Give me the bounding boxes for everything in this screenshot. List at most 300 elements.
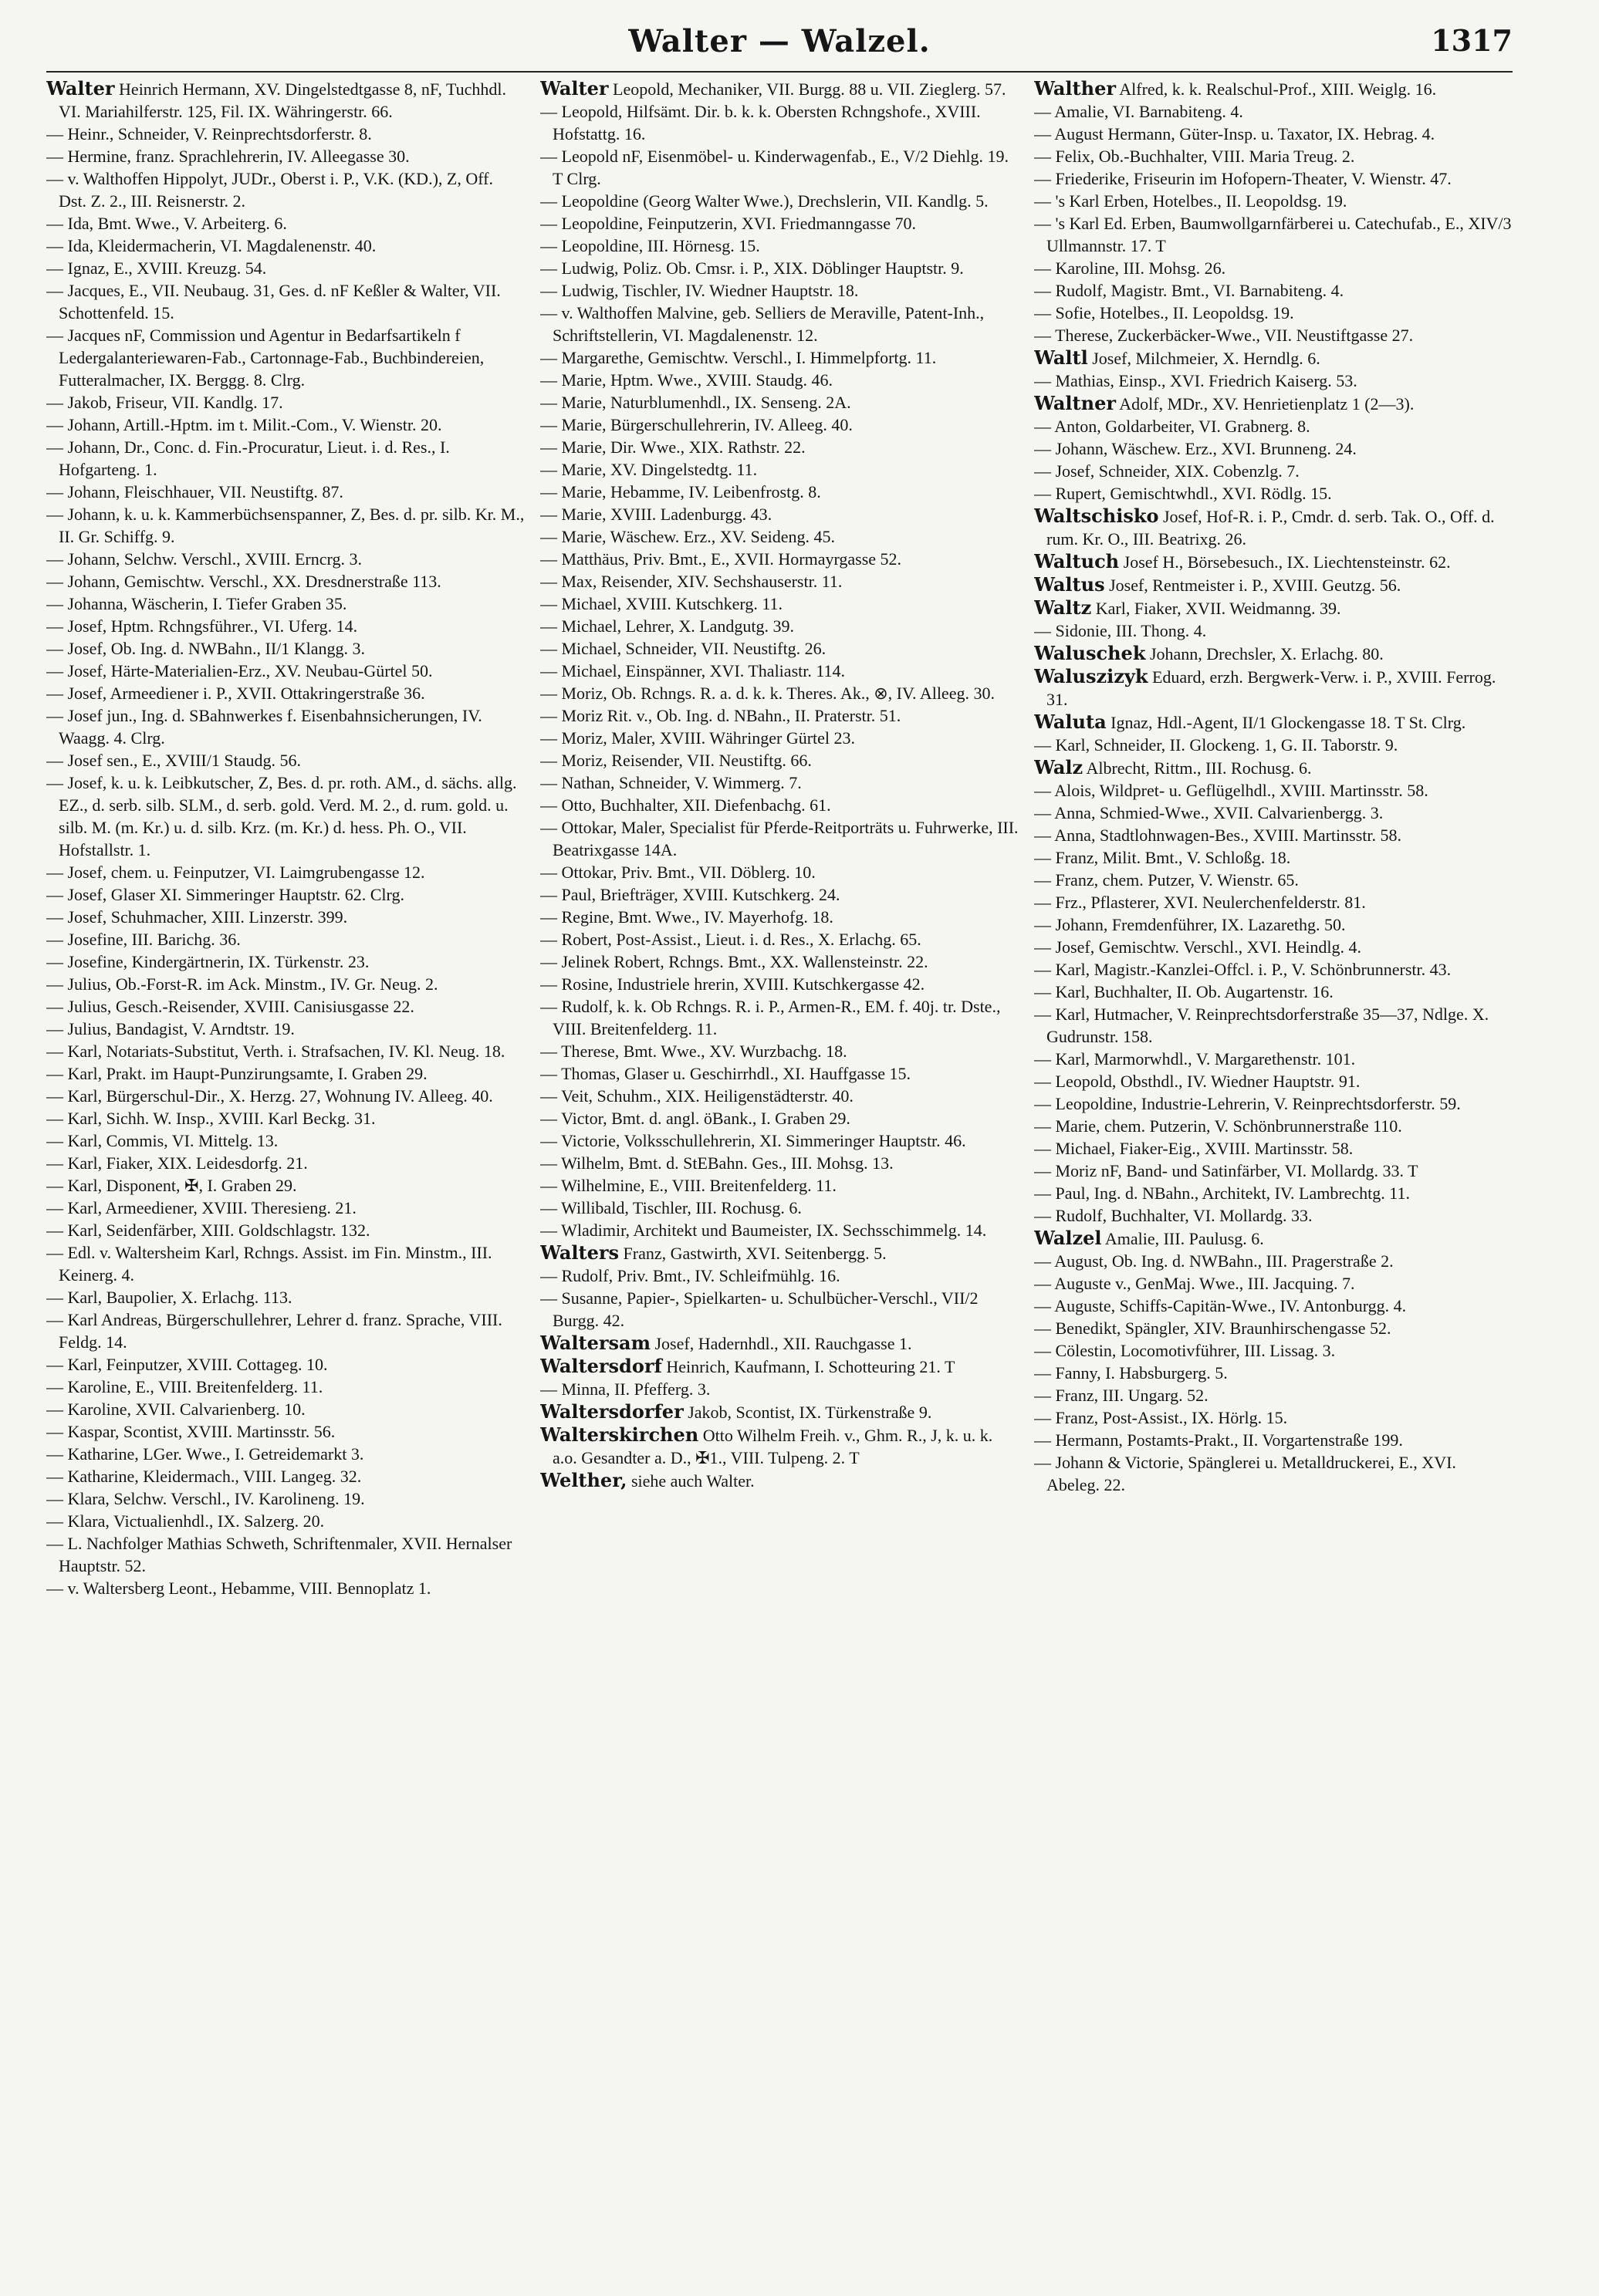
surname-heading: Walther bbox=[1034, 77, 1116, 100]
directory-entry bbox=[1034, 123, 1513, 145]
directory-entry bbox=[1034, 596, 1513, 620]
entry-text: — v. Walthoffen Malvine, geb. Selliers de Meraville, Patent-Inh., Schriftstellerin, VI. Magdalenenstr. 12. bbox=[540, 303, 985, 345]
surname-heading: Waltersdorf bbox=[540, 1355, 662, 1377]
entry-text: — Johann, k. u. k. Kammerbüchsenspanner, Z, Bes. d. pr. silb. Kr. M., II. Gr. Schiffg. 9. bbox=[46, 505, 525, 546]
directory-entry bbox=[540, 615, 1019, 637]
column-2 bbox=[540, 77, 1019, 2284]
surname-heading: Waltz bbox=[1034, 596, 1092, 619]
page-title: Walter — Walzel. bbox=[628, 23, 931, 59]
directory-entry bbox=[1034, 756, 1513, 779]
directory-entry bbox=[46, 167, 525, 212]
directory-entry bbox=[46, 682, 525, 704]
directory-entry bbox=[46, 257, 525, 279]
entry-text: Amalie, III. Paulusg. 6. bbox=[1101, 1229, 1264, 1248]
surname-heading: Waltersdorfer bbox=[540, 1400, 684, 1423]
entry-text: — Julius, Ob.-Forst-R. im Ack. Minstm., IV. Gr. Neug. 2. bbox=[46, 974, 438, 994]
surname-heading: Waltuch bbox=[1034, 550, 1120, 572]
directory-entry bbox=[1034, 573, 1513, 596]
entry-text: — Fanny, I. Habsburgerg. 5. bbox=[1034, 1363, 1228, 1383]
directory-entry bbox=[1034, 482, 1513, 505]
entry-text: — Karl, Buchhalter, II. Ob. Augartenstr. 16. bbox=[1034, 982, 1334, 1001]
directory-entry bbox=[540, 906, 1019, 928]
directory-entry bbox=[1034, 1070, 1513, 1092]
entry-text: — Victor, Bmt. d. angl. öBank., I. Graben 29. bbox=[540, 1109, 850, 1128]
entry-text: — Frz., Pflasterer, XVI. Neulerchenfelderstr. 81. bbox=[1034, 893, 1366, 912]
entry-text: — Franz, Milit. Bmt., V. Schloßg. 18. bbox=[1034, 848, 1291, 867]
directory-entry bbox=[540, 1423, 1019, 1469]
entry-text: — Victorie, Volksschullehrerin, XI. Simmeringer Hauptstr. 46. bbox=[540, 1131, 966, 1150]
directory-entry bbox=[1034, 711, 1513, 734]
directory-entry bbox=[540, 302, 1019, 346]
directory-entry bbox=[46, 324, 525, 391]
entry-text: — 's Karl Ed. Erben, Baumwollgarnfärberei u. Catechufab., E., XIV/3 Ullmannstr. 17. T bbox=[1034, 214, 1512, 255]
entry-text: — Julius, Gesch.-Reisender, XVIII. Canisiusgasse 22. bbox=[46, 997, 414, 1016]
directory-entry bbox=[46, 1420, 525, 1443]
entry-text: — Wilhelm, Bmt. d. StEBahn. Ges., III. Mohsg. 13. bbox=[540, 1153, 894, 1173]
entry-text: — Veit, Schuhm., XIX. Heiligenstädterstr. 40. bbox=[540, 1086, 854, 1106]
directory-entry bbox=[540, 190, 1019, 212]
entry-text: — Julius, Bandagist, V. Arndtstr. 19. bbox=[46, 1019, 295, 1038]
entry-text: — Susanne, Papier-, Spielkarten- u. Schulbücher-Verschl., VII/2 Burgg. 42. bbox=[540, 1288, 979, 1330]
directory-entry bbox=[1034, 1317, 1513, 1339]
entry-text: — Johann, Artill.-Hptm. im t. Milit.-Com., V. Wienstr. 20. bbox=[46, 415, 442, 434]
directory-entry bbox=[1034, 212, 1513, 257]
entry-text: — Franz, chem. Putzer, V. Wienstr. 65. bbox=[1034, 870, 1299, 890]
page-header bbox=[46, 23, 1513, 69]
directory-entry bbox=[540, 1287, 1019, 1332]
entry-text: — Rudolf, Priv. Bmt., IV. Schleifmühlg. 16. bbox=[540, 1266, 840, 1285]
directory-entry bbox=[1034, 550, 1513, 573]
entry-text: — Michael, Fiaker-Eig., XVIII. Martinsstr. 58. bbox=[1034, 1139, 1354, 1158]
entry-text: — Klara, Victualienhdl., IX. Salzerg. 20. bbox=[46, 1511, 325, 1531]
entry-text: — Karoline, XVII. Calvarienberg. 10. bbox=[46, 1400, 306, 1419]
directory-entry bbox=[1034, 869, 1513, 891]
directory-entry bbox=[1034, 1115, 1513, 1137]
directory-entry bbox=[540, 1241, 1019, 1264]
entry-text: Heinrich Hermann, XV. Dingelstedtgasse 8, nF, Tuchhdl. VI. Mariahilferstr. 125, Fil. IX. Währingerstr. 66. bbox=[59, 79, 507, 121]
entry-text: — Friederike, Friseurin im Hofopern-Theater, V. Wienstr. 47. bbox=[1034, 169, 1452, 188]
entry-text: Jakob, Scontist, IX. Türkenstraße 9. bbox=[683, 1403, 932, 1422]
entry-text: — Josef, Ob. Ing. d. NWBahn., II/1 Klangg. 3. bbox=[46, 639, 366, 658]
directory-entry bbox=[46, 973, 525, 995]
entry-text: — Josef, Härte-Materialien-Erz., XV. Neubau-Gürtel 50. bbox=[46, 661, 433, 680]
entry-text: — Klara, Selchw. Verschl., IV. Karolineng. 19. bbox=[46, 1489, 365, 1508]
entry-text: — August, Ob. Ing. d. NWBahn., III. Pragerstraße 2. bbox=[1034, 1251, 1394, 1271]
entry-text: — Auguste v., GenMaj. Wwe., III. Jacquing. 7. bbox=[1034, 1274, 1355, 1293]
directory-entry bbox=[540, 1355, 1019, 1378]
directory-entry bbox=[1034, 936, 1513, 958]
entry-text: Josef, Hadernhdl., XII. Rauchgasse 1. bbox=[651, 1334, 912, 1353]
entry-text: — Johanna, Wäscherin, I. Tiefer Graben 35. bbox=[46, 594, 347, 613]
entry-text: — Hermine, franz. Sprachlehrerin, IV. Alleegasse 30. bbox=[46, 147, 410, 166]
entry-text: — Josef, k. u. k. Leibkutscher, Z, Bes. d. pr. roth. AM., d. sächs. allg. EZ., d. serb. silb. SLM., d. serb. gold. Verd. M. 2., d. rum. gold. u. silb. M. (m. Kr.) u. d. silb. Krz. (m. Kr.) d. hess. Ph. O., VII. Hofstallstr. 1. bbox=[46, 773, 517, 859]
directory-entry bbox=[46, 1308, 525, 1353]
entry-text: — Paul, Briefträger, XVIII. Kutschkerg. 24. bbox=[540, 885, 840, 904]
directory-entry bbox=[540, 145, 1019, 190]
entry-text: — Marie, Hptm. Wwe., XVIII. Staudg. 46. bbox=[540, 370, 833, 390]
directory-entry bbox=[46, 1532, 525, 1577]
directory-entry bbox=[1034, 891, 1513, 913]
entry-text: — Josef, Glaser XI. Simmeringer Hauptstr. 62. Clrg. bbox=[46, 885, 404, 904]
directory-entry bbox=[1034, 77, 1513, 100]
directory-entry bbox=[540, 1469, 1019, 1492]
entry-text: — Edl. v. Waltersheim Karl, Rchngs. Assist. im Fin. Minstm., III. Keinerg. 4. bbox=[46, 1243, 492, 1285]
entry-text: — Ludwig, Tischler, IV. Wiedner Hauptstr. 18. bbox=[540, 281, 859, 300]
entry-text: Adolf, MDr., XV. Henrietienplatz 1 (2—3). bbox=[1115, 394, 1415, 414]
directory-entry bbox=[540, 682, 1019, 704]
entry-text: — Michael, Einspänner, XVI. Thaliastr. 114. bbox=[540, 661, 846, 680]
entry-text: Johann, Drechsler, X. Erlachg. 80. bbox=[1145, 644, 1384, 663]
entry-text: — Marie, Wäschew. Erz., XV. Seideng. 45. bbox=[540, 527, 836, 546]
directory-entry bbox=[1034, 1295, 1513, 1317]
directory-entry bbox=[46, 1286, 525, 1308]
directory-entry bbox=[46, 995, 525, 1018]
entry-text: — Johann, Wäschew. Erz., XVI. Brunneng. 24. bbox=[1034, 439, 1357, 458]
directory-entry bbox=[46, 906, 525, 928]
directory-entry bbox=[540, 1378, 1019, 1400]
surname-heading: Waltschisko bbox=[1034, 505, 1159, 527]
entry-text: — Rudolf, k. k. Ob Rchngs. R. i. P., Armen-R., EM. f. 40j. tr. Dste., VIII. Breitenfelderg. 11. bbox=[540, 997, 1001, 1038]
directory-entry bbox=[1034, 392, 1513, 415]
directory-entry bbox=[540, 100, 1019, 145]
directory-entry bbox=[1034, 1451, 1513, 1496]
directory-entry bbox=[46, 928, 525, 950]
directory-entry bbox=[540, 235, 1019, 257]
directory-entry bbox=[540, 525, 1019, 548]
entry-text: — August Hermann, Güter-Insp. u. Taxator, IX. Hebrag. 4. bbox=[1034, 124, 1435, 144]
directory-entry bbox=[540, 481, 1019, 503]
directory-entry bbox=[1034, 100, 1513, 123]
entry-text: siehe auch Walter. bbox=[627, 1471, 755, 1491]
directory-entry bbox=[46, 1487, 525, 1510]
directory-entry bbox=[540, 1085, 1019, 1107]
directory-entry bbox=[540, 548, 1019, 570]
surname-heading: Waltl bbox=[1034, 346, 1088, 369]
entry-text: — Katharine, LGer. Wwe., I. Getreidemarkt 3. bbox=[46, 1444, 364, 1464]
entry-text: — Michael, XVIII. Kutschkerg. 11. bbox=[540, 594, 783, 613]
entry-text: — Leopold, Hilfsämt. Dir. b. k. k. Obersten Rchngshofe., XVIII. Hofstattg. 16. bbox=[540, 102, 981, 144]
entry-text: — Matthäus, Priv. Bmt., E., XVII. Hormayrgasse 52. bbox=[540, 549, 902, 569]
entry-text: — Josef, Schuhmacher, XIII. Linzerstr. 399. bbox=[46, 907, 348, 927]
entry-text: — Leopoldine (Georg Walter Wwe.), Drechslerin, VII. Kandlg. 5. bbox=[540, 191, 989, 211]
directory-entry bbox=[540, 346, 1019, 369]
entry-text: — Karl, Prakt. im Haupt-Punzirungsamte, I. Graben 29. bbox=[46, 1064, 428, 1083]
entry-text: — Minna, II. Pfefferg. 3. bbox=[540, 1379, 711, 1399]
directory-entry bbox=[540, 1062, 1019, 1085]
directory-entry bbox=[1034, 1160, 1513, 1182]
directory-entry bbox=[1034, 1406, 1513, 1429]
directory-entry bbox=[540, 1332, 1019, 1355]
entry-text: — Sofie, Hotelbes., II. Leopoldsg. 19. bbox=[1034, 303, 1294, 322]
entry-text: — Jacques nF, Commission und Agentur in Bedarfsartikeln f Ledergalanteriewaren-Fab., Cartonnage-Fab., Buchbindereien, Futteralmacher, IX. Berggg. 8. Clrg. bbox=[46, 326, 485, 390]
entry-text: — Johann, Fleischhauer, VII. Neustiftg. 87. bbox=[46, 482, 343, 501]
directory-entry bbox=[1034, 1339, 1513, 1362]
directory-entry bbox=[46, 593, 525, 615]
entry-text: — Max, Reisender, XIV. Sechshauserstr. 11. bbox=[540, 572, 843, 591]
entry-text: — Katharine, Kleidermach., VIII. Langeg. 32. bbox=[46, 1467, 362, 1486]
entry-text: — Therese, Zuckerbäcker-Wwe., VII. Neustiftgasse 27. bbox=[1034, 326, 1414, 345]
directory-entry bbox=[540, 257, 1019, 279]
directory-entry bbox=[540, 1264, 1019, 1287]
entry-text: — Michael, Schneider, VII. Neustiftg. 26. bbox=[540, 639, 827, 658]
directory-entry bbox=[1034, 302, 1513, 324]
entry-text: — Johann & Victorie, Spänglerei u. Metalldruckerei, E., XVI. Abeleg. 22. bbox=[1034, 1453, 1456, 1494]
entry-text: — Josef, chem. u. Feinputzer, VI. Laimgrubengasse 12. bbox=[46, 863, 425, 882]
directory-entry bbox=[1034, 415, 1513, 437]
entry-text: Leopold, Mechaniker, VII. Burgg. 88 u. VII. Zieglerg. 57. bbox=[608, 79, 1006, 99]
entry-text: — Karl, Marmorwhdl., V. Margarethenstr. 101. bbox=[1034, 1049, 1356, 1069]
directory-entry bbox=[540, 861, 1019, 883]
entry-text: — Anton, Goldarbeiter, VI. Grabnerg. 8. bbox=[1034, 417, 1310, 436]
entry-text: — Jacques, E., VII. Neubaug. 31, Ges. d. nF Keßler & Walter, VII. Schottenfeld. 15. bbox=[46, 281, 501, 322]
surname-heading: Waltus bbox=[1034, 573, 1105, 596]
directory-entry bbox=[46, 1398, 525, 1420]
directory-entry bbox=[1034, 1272, 1513, 1295]
surname-heading: Waltner bbox=[1034, 392, 1116, 414]
directory-entry bbox=[1034, 1384, 1513, 1406]
directory-entry bbox=[1034, 1250, 1513, 1272]
surname-heading: Welther, bbox=[540, 1469, 627, 1491]
entry-text: — Karl, Fiaker, XIX. Leidesdorfg. 21. bbox=[46, 1153, 308, 1173]
entry-text: Josef, Rentmeister i. P., XVIII. Geutzg. 56. bbox=[1104, 576, 1401, 595]
entry-text: — Ottokar, Priv. Bmt., VII. Döblerg. 10. bbox=[540, 863, 816, 882]
entry-text: — Marie, Hebamme, IV. Leibenfrostg. 8. bbox=[540, 482, 821, 501]
directory-entry bbox=[1034, 505, 1513, 550]
entry-text: — Moriz, Ob. Rchngs. R. a. d. k. k. Theres. Ak., ⊗, IV. Alleeg. 30. bbox=[540, 684, 995, 703]
directory-entry bbox=[46, 749, 525, 772]
directory-entry bbox=[46, 1062, 525, 1085]
directory-entry bbox=[46, 1465, 525, 1487]
entry-text: — Johann, Dr., Conc. d. Fin.-Procuratur, Lieut. i. d. Res., I. Hofgarteng. 1. bbox=[46, 437, 450, 479]
directory-entry bbox=[540, 637, 1019, 660]
page-number: 1317 bbox=[1431, 23, 1513, 58]
directory-entry bbox=[46, 145, 525, 167]
directory-entry bbox=[1034, 346, 1513, 370]
directory-entry bbox=[1034, 824, 1513, 846]
directory-entry bbox=[540, 749, 1019, 772]
entry-text: — Karl, Seidenfärber, XIII. Goldschlagstr. 132. bbox=[46, 1221, 370, 1240]
directory-entry bbox=[540, 1174, 1019, 1197]
entry-text: — Leopold nF, Eisenmöbel- u. Kinderwagenfab., E., V/2 Diehlg. 19. T Clrg. bbox=[540, 147, 1009, 188]
entry-text: — Marie, XVIII. Ladenburgg. 43. bbox=[540, 505, 772, 524]
directory-entry bbox=[540, 883, 1019, 906]
entry-text: — Anna, Stadtlohnwagen-Bes., XVIII. Martinsstr. 58. bbox=[1034, 826, 1401, 845]
entry-text: — Benedikt, Spängler, XIV. Braunhirschengasse 52. bbox=[1034, 1319, 1391, 1338]
entry-text: — Marie, chem. Putzerin, V. Schönbrunnerstraße 110. bbox=[1034, 1116, 1402, 1136]
directory-entry bbox=[46, 615, 525, 637]
entry-text: — Rosine, Industriele hrerin, XVIII. Kutschkergasse 42. bbox=[540, 974, 925, 994]
directory-entry bbox=[540, 794, 1019, 816]
directory-entry bbox=[46, 1510, 525, 1532]
surname-heading: Walterskirchen bbox=[540, 1423, 699, 1446]
directory-entry bbox=[46, 548, 525, 570]
entry-text: — Marie, XV. Dingelstedtg. 11. bbox=[540, 460, 758, 479]
entry-text: — Michael, Lehrer, X. Landgutg. 39. bbox=[540, 616, 795, 636]
entry-text: — Franz, III. Ungarg. 52. bbox=[1034, 1386, 1209, 1405]
column-3 bbox=[1034, 77, 1513, 2284]
directory-entry bbox=[540, 436, 1019, 458]
directory-entry bbox=[540, 570, 1019, 593]
entry-text: Eduard, erzh. Bergwerk-Verw. i. P., XVIII. Ferrog. 31. bbox=[1046, 667, 1496, 709]
directory-entry bbox=[46, 1107, 525, 1129]
entry-text: — Karl, Hutmacher, V. Reinprechtsdorferstraße 35—37, Ndlge. X. Gudrunstr. 158. bbox=[1034, 1004, 1489, 1046]
header-rule bbox=[46, 71, 1513, 73]
entry-text: — Kaspar, Scontist, XVIII. Martinsstr. 56. bbox=[46, 1422, 336, 1441]
directory-entry bbox=[46, 704, 525, 749]
directory-entry bbox=[46, 279, 525, 324]
directory-entry bbox=[1034, 190, 1513, 212]
directory-entry bbox=[46, 1152, 525, 1174]
entry-text: — Josefine, Kindergärtnerin, IX. Türkenstr. 23. bbox=[46, 952, 370, 971]
entry-text: Ignaz, Hdl.-Agent, II/1 Glockengasse 18. T St. Clrg. bbox=[1106, 713, 1466, 732]
directory-entry bbox=[540, 1197, 1019, 1219]
directory-entry bbox=[46, 212, 525, 235]
surname-heading: Waltersam bbox=[540, 1332, 651, 1354]
entry-text: Otto Wilhelm Freih. v., Ghm. R., J, k. u. k. a.o. Gesandter a. D., ✠1., VIII. Tulpeng. 2. T bbox=[553, 1426, 993, 1467]
directory-entry bbox=[540, 995, 1019, 1040]
entry-text: — Therese, Bmt. Wwe., XV. Wurzbachg. 18. bbox=[540, 1042, 847, 1061]
directory-entry bbox=[1034, 145, 1513, 167]
entry-text: — Karl, Notariats-Substitut, Verth. i. Strafsachen, IV. Kl. Neug. 18. bbox=[46, 1042, 505, 1061]
directory-entry bbox=[46, 1174, 525, 1197]
entry-text: — Johann, Fremdenführer, IX. Lazarethg. 50. bbox=[1034, 915, 1346, 934]
entry-text: — Moriz, Maler, XVIII. Währinger Gürtel 23. bbox=[540, 728, 856, 748]
directory-entry bbox=[540, 928, 1019, 950]
entry-text: — Mathias, Einsp., XVI. Friedrich Kaiserg. 53. bbox=[1034, 371, 1357, 390]
directory-entry bbox=[46, 570, 525, 593]
directory-entry bbox=[46, 1129, 525, 1152]
directory-entry bbox=[1034, 734, 1513, 756]
directory-entry bbox=[1034, 1003, 1513, 1048]
entry-text: — Cölestin, Locomotivführer, III. Lissag. 3. bbox=[1034, 1341, 1336, 1360]
entry-text: — Paul, Ing. d. NBahn., Architekt, IV. Lambrechtg. 11. bbox=[1034, 1183, 1410, 1203]
entry-text: — Leopoldine, Industrie-Lehrerin, V. Reinprechtsdorferstr. 59. bbox=[1034, 1094, 1461, 1113]
entry-text: — Ludwig, Poliz. Ob. Cmsr. i. P., XIX. Döblinger Hauptstr. 9. bbox=[540, 258, 964, 278]
directory-entry bbox=[540, 772, 1019, 794]
entry-text: — Robert, Post-Assist., Lieut. i. d. Res., X. Erlachg. 65. bbox=[540, 930, 921, 949]
directory-entry bbox=[540, 1129, 1019, 1152]
directory-entry bbox=[1034, 1227, 1513, 1250]
entry-text: — Ida, Kleidermacherin, VI. Magdalenenstr. 40. bbox=[46, 236, 377, 255]
entry-text: — Karl, Magistr.-Kanzlei-Offcl. i. P., V. Schönbrunnerstr. 43. bbox=[1034, 960, 1452, 979]
surname-heading: Waluszizyk bbox=[1034, 665, 1148, 687]
entry-text: — Moriz Rit. v., Ob. Ing. d. NBahn., II. Praterstr. 51. bbox=[540, 706, 901, 725]
directory-entry bbox=[540, 1040, 1019, 1062]
directory-entry bbox=[46, 1219, 525, 1241]
entry-text: — Auguste, Schiffs-Capitän-Wwe., IV. Antonburgg. 4. bbox=[1034, 1296, 1407, 1315]
surname-heading: Walzel bbox=[1034, 1227, 1102, 1249]
entry-text: Josef, Milchmeier, X. Herndlg. 6. bbox=[1087, 349, 1320, 368]
entry-text: — Josef, Hptm. Rchngsführer., VI. Uferg. 14. bbox=[46, 616, 358, 636]
directory-entry bbox=[1034, 324, 1513, 346]
entry-text: — Leopold, Obsthdl., IV. Wiedner Hauptstr. 91. bbox=[1034, 1072, 1361, 1091]
surname-heading: Walz bbox=[1034, 756, 1083, 778]
directory-entry bbox=[46, 1197, 525, 1219]
directory-entry bbox=[46, 436, 525, 481]
entry-text: — Felix, Ob.-Buchhalter, VIII. Maria Treug. 2. bbox=[1034, 147, 1355, 166]
directory-entry bbox=[46, 123, 525, 145]
directory-entry bbox=[1034, 1048, 1513, 1070]
entry-text: Josef H., Börsebesuch., IX. Liechtensteinstr. 62. bbox=[1119, 552, 1451, 572]
entry-text: Heinrich, Kaufmann, I. Schotteuring 21. T bbox=[661, 1357, 955, 1376]
directory-entry bbox=[46, 883, 525, 906]
directory-entry bbox=[1034, 846, 1513, 869]
entry-text: — Otto, Buchhalter, XII. Diefenbachg. 61. bbox=[540, 795, 831, 815]
directory-entry bbox=[540, 414, 1019, 436]
entry-text: — 's Karl Erben, Hotelbes., II. Leopoldsg. 19. bbox=[1034, 191, 1347, 211]
entry-text: — Johann, Selchw. Verschl., XVIII. Erncrg. 3. bbox=[46, 549, 362, 569]
directory-entry bbox=[540, 816, 1019, 861]
directory-entry bbox=[1034, 981, 1513, 1003]
directory-entry bbox=[46, 1577, 525, 1599]
entry-text: — Leopoldine, Feinputzerin, XVI. Friedmanngasse 70. bbox=[540, 214, 916, 233]
directory-entry bbox=[46, 1018, 525, 1040]
directory-entry bbox=[46, 1040, 525, 1062]
entry-text: — Josef jun., Ing. d. SBahnwerkes f. Eisenbahnsicherungen, IV. Waagg. 4. Clrg. bbox=[46, 706, 482, 748]
directory-entry bbox=[1034, 1429, 1513, 1451]
entry-text: — Amalie, VI. Barnabiteng. 4. bbox=[1034, 102, 1243, 121]
directory-entry bbox=[1034, 167, 1513, 190]
directory-entry bbox=[1034, 370, 1513, 392]
entry-text: — Josef, Gemischtw. Verschl., XVI. Heindlg. 4. bbox=[1034, 937, 1362, 957]
directory-entry bbox=[1034, 460, 1513, 482]
surname-heading: Walters bbox=[540, 1241, 620, 1264]
entry-text: — Rupert, Gemischtwhdl., XVI. Rödlg. 15. bbox=[1034, 484, 1332, 503]
directory-entry bbox=[540, 950, 1019, 973]
entry-text: — Marie, Naturblumenhdl., IX. Senseng. 2A. bbox=[540, 393, 851, 412]
entry-text: — Karl, Baupolier, X. Erlachg. 113. bbox=[46, 1288, 292, 1307]
entry-text: — Jakob, Friseur, VII. Kandlg. 17. bbox=[46, 393, 283, 412]
entry-text: — Leopoldine, III. Hörnesg. 15. bbox=[540, 236, 760, 255]
entry-text: Alfred, k. k. Realschul-Prof., XIII. Weiglg. 16. bbox=[1115, 79, 1437, 99]
surname-heading: Walter bbox=[540, 77, 609, 100]
directory-entry bbox=[1034, 642, 1513, 665]
directory-entry bbox=[1034, 1182, 1513, 1204]
entry-text: — Regine, Bmt. Wwe., IV. Mayerhofg. 18. bbox=[540, 907, 833, 927]
entry-text: — Moriz nF, Band- und Satinfärber, VI. Mollardg. 33. T bbox=[1034, 1161, 1418, 1180]
entry-text: — Karl, Armeediener, XVIII. Theresieng. 21. bbox=[46, 1198, 357, 1217]
directory-entry bbox=[1034, 620, 1513, 642]
columns bbox=[46, 77, 1513, 2284]
directory-entry bbox=[1034, 802, 1513, 824]
entry-text: — Margarethe, Gemischtw. Verschl., I. Himmelpfortg. 11. bbox=[540, 348, 937, 367]
directory-entry bbox=[46, 1085, 525, 1107]
directory-entry bbox=[46, 861, 525, 883]
directory-entry bbox=[1034, 1137, 1513, 1160]
entry-text: — Hermann, Postamts-Prakt., II. Vorgartenstraße 199. bbox=[1034, 1430, 1403, 1450]
directory-entry bbox=[540, 458, 1019, 481]
directory-entry bbox=[46, 1241, 525, 1286]
entry-text: — Rudolf, Magistr. Bmt., VI. Barnabiteng. 4. bbox=[1034, 281, 1344, 300]
directory-entry bbox=[1034, 1204, 1513, 1227]
entry-text: — Sidonie, III. Thong. 4. bbox=[1034, 621, 1207, 640]
directory-entry bbox=[46, 637, 525, 660]
entry-text: — Karl, Bürgerschul-Dir., X. Herzg. 27, Wohnung IV. Alleeg. 40. bbox=[46, 1086, 493, 1106]
directory-entry bbox=[46, 235, 525, 257]
directory-entry bbox=[1034, 958, 1513, 981]
directory-entry bbox=[540, 77, 1019, 100]
entry-text: — v. Waltersberg Leont., Hebamme, VIII. Bennoplatz 1. bbox=[46, 1578, 431, 1598]
entry-text: — Karoline, III. Mohsg. 26. bbox=[1034, 258, 1226, 278]
entry-text: — Marie, Dir. Wwe., XIX. Rathstr. 22. bbox=[540, 437, 806, 457]
directory-entry bbox=[540, 660, 1019, 682]
entry-text: — Franz, Post-Assist., IX. Hörlg. 15. bbox=[1034, 1408, 1288, 1427]
directory-entry bbox=[1034, 279, 1513, 302]
entry-text: Karl, Fiaker, XVII. Weidmanng. 39. bbox=[1091, 599, 1341, 618]
entry-text: — Josef, Armeediener i. P., XVII. Ottakringerstraße 36. bbox=[46, 684, 425, 703]
directory-entry bbox=[1034, 437, 1513, 460]
entry-text: — Karl, Schneider, II. Glockeng. 1, G. II. Taborstr. 9. bbox=[1034, 735, 1398, 755]
